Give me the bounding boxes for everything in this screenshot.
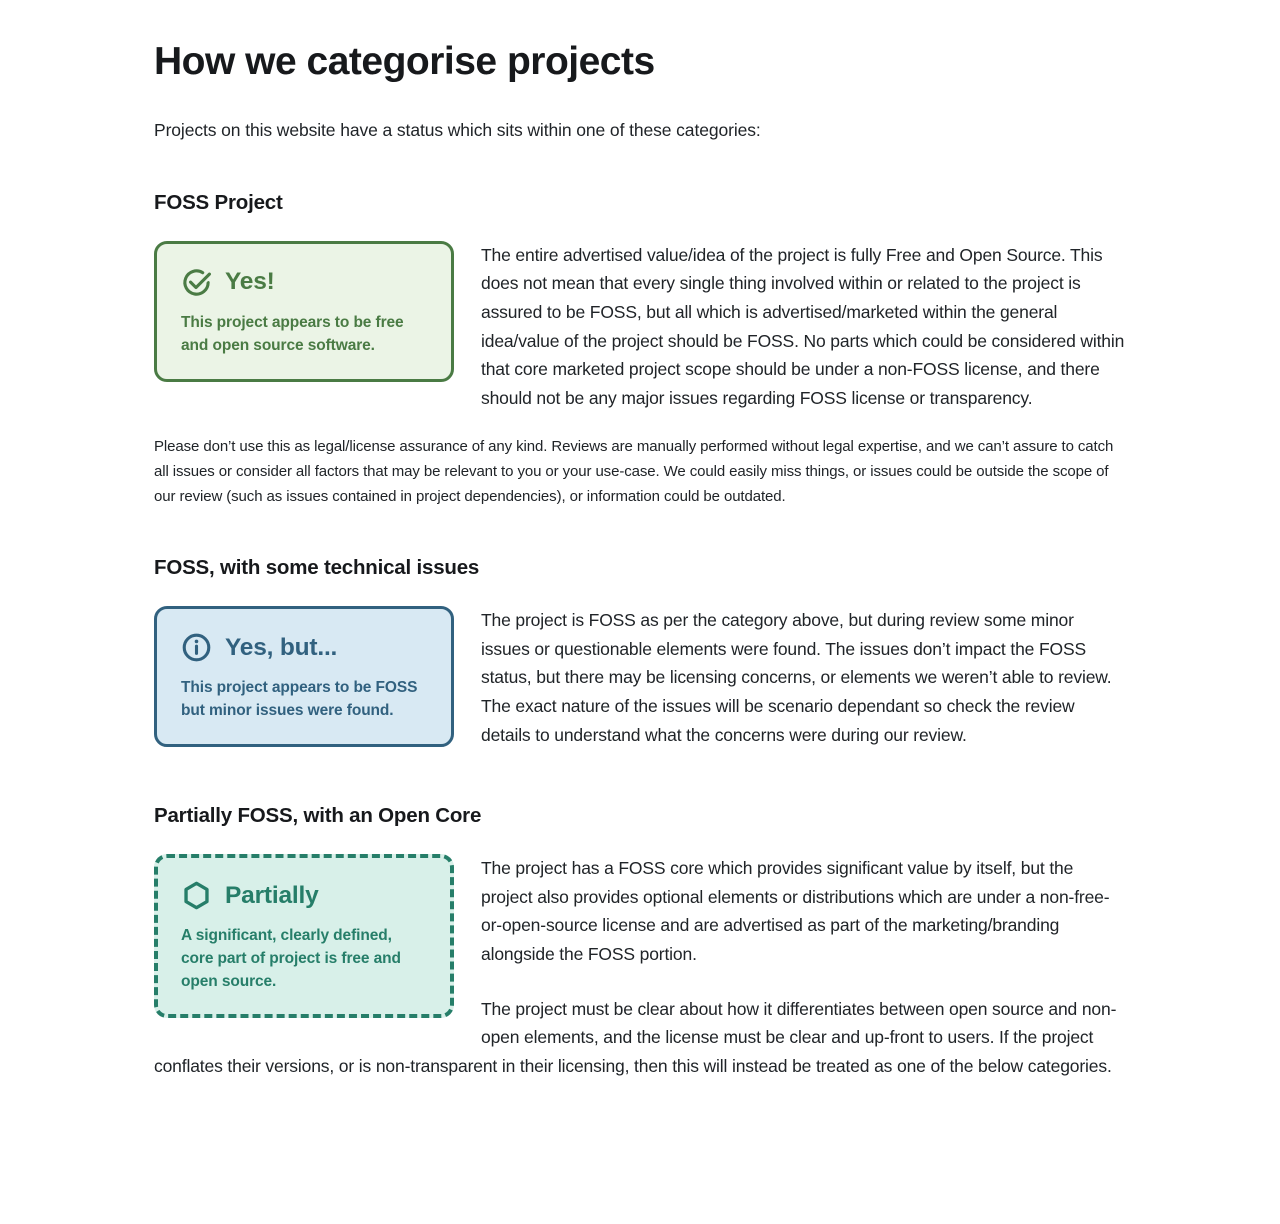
body-paragraph: The project must be clear about how it differentiates between open source and non-open elements, and the license must be clear and up-front to users. If the project conflates their versions, or is non-transparent in their licensing, then this will instead be treated as one of the below categories.: [154, 998, 1117, 1076]
section-heading-foss-technical-issues: FOSS, with some technical issues: [154, 556, 480, 580]
card-title-row: [181, 267, 427, 298]
info-circle-icon: [181, 632, 212, 663]
card-title: Yes!: [225, 268, 275, 296]
section-heading-partially-foss: Partially FOSS, with an Open Core: [154, 804, 482, 828]
section-foss-project: [154, 191, 1126, 509]
card-title-row: [181, 880, 427, 911]
section-foss-technical-issues: [154, 556, 1126, 757]
card-title: Yes, but...: [225, 633, 338, 661]
check-circle-icon: [181, 267, 212, 298]
card-description: This project appears to be free and open source software.: [181, 313, 404, 354]
hexagon-icon: [181, 880, 212, 911]
card-title: Partially: [225, 881, 319, 909]
disclaimer-paragraph: Please don’t use this as legal/license assurance of any kind. Reviews are manually performed without legal expertise, and we can’t assure to catch all issues or consider all factors that may be relevant to you or your use-case. We could easily miss things, or issues could be outside the scope of our review (such as issues contained in project dependencies), or information could be outdated.: [154, 438, 1114, 505]
body-paragraph: The entire advertised value/idea of the project is fully Free and Open Source. This does not mean that every single thing involved within or related to the project is assured to be FOSS, but all which is advertised/marketed within the general idea/value of the project should be FOSS. No parts which could be considered within that core marketed project scope should be under a non-FOSS license, and there should not be any major issues regarding FOSS license or transparency.: [481, 244, 1125, 408]
status-card-partially: [154, 854, 454, 1018]
status-card-yes: [154, 241, 454, 382]
section-heading-foss-project: FOSS Project: [154, 190, 283, 214]
body-paragraph: The project has a FOSS core which provides significant value by itself, but the project also provides optional elements or distributions which are under a non-free-or-open-source license and are advertised as part of the marketing/branding alongside the FOSS portion.: [481, 858, 1110, 964]
section-partially-foss: [154, 804, 1126, 1080]
status-card-yes-but: [154, 606, 454, 747]
body-paragraph: The project is FOSS as per the category above, but during review some minor issues or questionable elements were found. The issues don’t impact the FOSS status, but there may be licensing concerns, or elements we weren’t able to review. The exact nature of the issues will be scenario dependant so check the review details to understand what the concerns were during our review.: [481, 610, 1112, 745]
page-title: How we categorise projects: [154, 40, 655, 83]
article-container: [154, 0, 1126, 1080]
card-description: A significant, clearly defined, core part of project is free and open source.: [181, 927, 401, 991]
card-title-row: [181, 632, 427, 663]
intro-paragraph: Projects on this website have a status which sits within one of these categories:: [154, 119, 761, 140]
card-description: This project appears to be FOSS but minor issues were found.: [181, 679, 418, 720]
